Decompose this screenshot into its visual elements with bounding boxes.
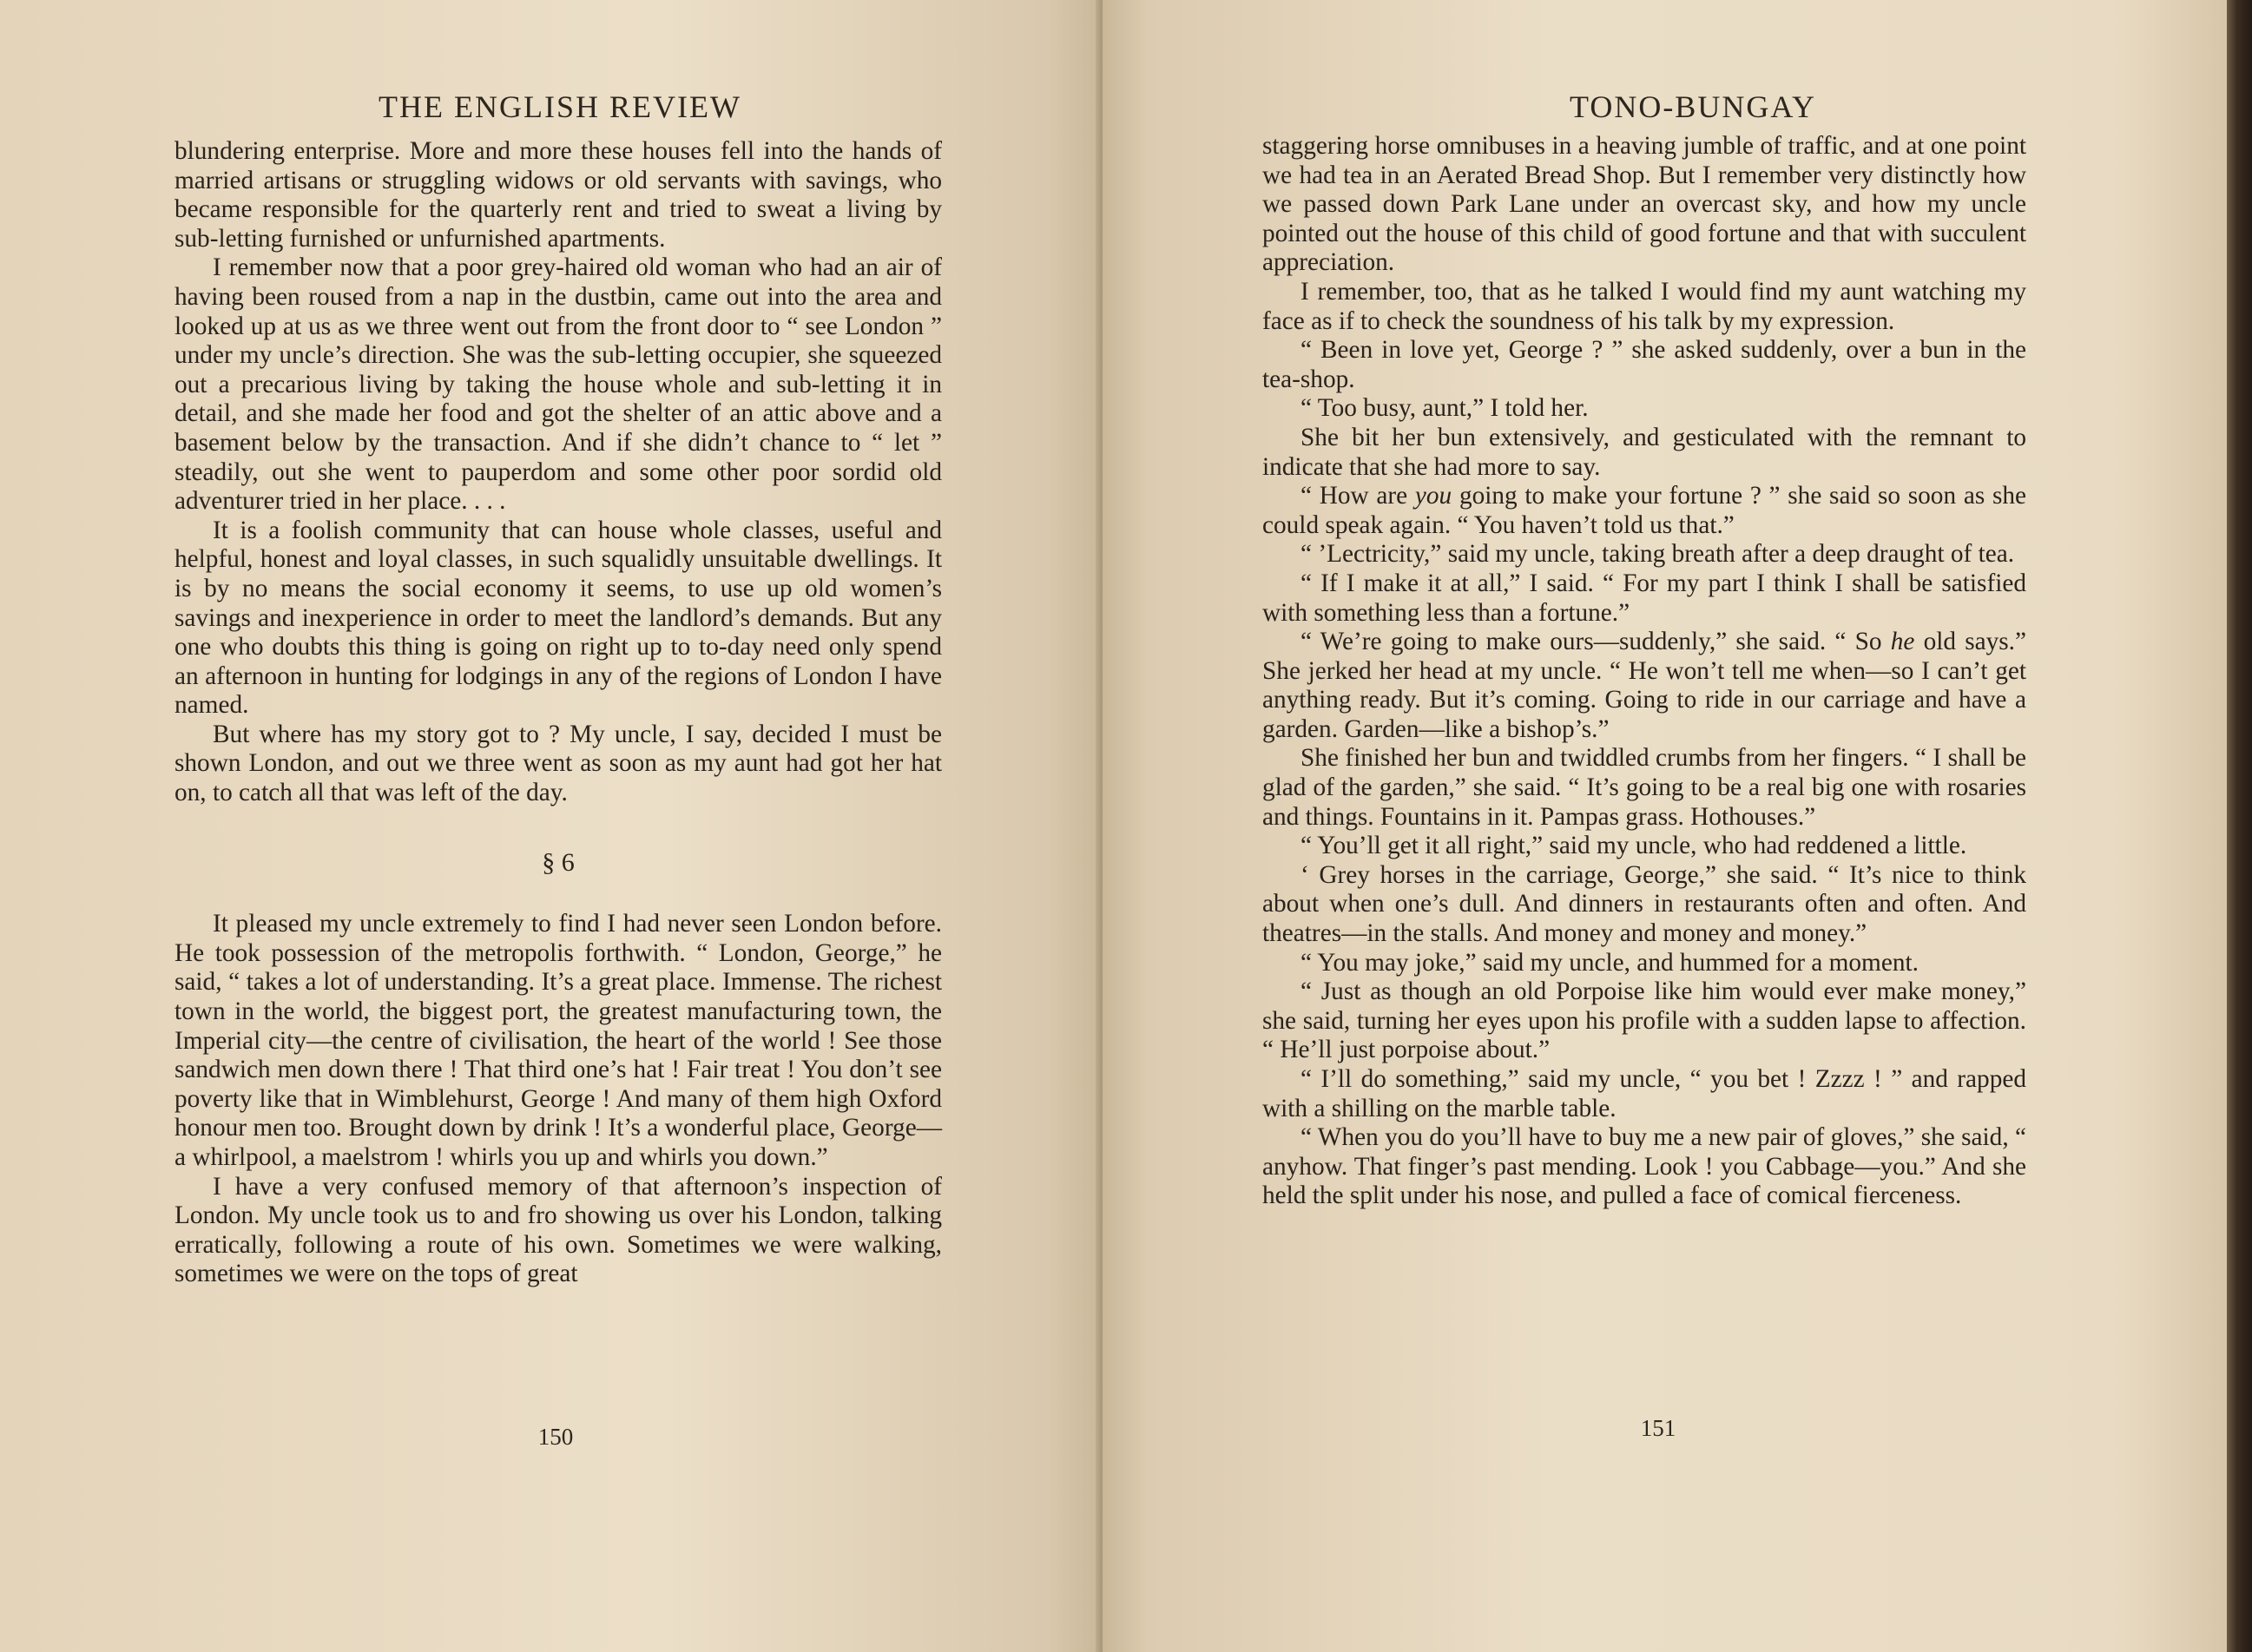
emphasis: he	[1890, 628, 1915, 656]
paragraph: blundering enterprise. More and more these houses fell into the hands of married artisans or struggling widows or old servants with savings, who became responsible for the quarterly rent and tried to sweat a living by sub-letting furnished or unfurnished apartments.	[174, 137, 942, 253]
paragraph: ‘ Grey horses in the carriage, George,” she said. “ It’s nice to think about when one’s dull. And dinners in restaurants often and often. And theatres—in the stalls. And money and money and money.”	[1262, 860, 2026, 948]
emphasis: you	[1414, 482, 1452, 510]
section-heading: § 6	[542, 847, 575, 877]
running-head-left: THE ENGLISH REVIEW	[379, 89, 741, 124]
text-run: old says.” She jerked her head at my uncle. “ He won’t tell me when—so I can’t get anything ready. But it’s coming. Going to ride in our carriage and have a garden. Garden—like a bishop’s.”	[1262, 628, 2027, 743]
book-cover-edge	[2227, 0, 2252, 1652]
paragraph: “ Just as though an old Porpoise like him would ever make money,” she said, turning her eyes upon his profile with a sudden lapse to affection. “ He’ll just porpoise about.”	[1262, 977, 2026, 1064]
paragraph: “ Too busy, aunt,” I told her.	[1300, 394, 1589, 423]
paragraph: “ You’ll get it all right,” said my uncle, who had reddened a little.	[1300, 832, 1967, 860]
paragraph: She bit her bun extensively, and gesticulated with the remnant to indicate that she had more to say.	[1262, 423, 2026, 481]
paragraph: She finished her bun and twiddled crumbs from her fingers. “ I shall be glad of the garden,” she said. “ It’s going to be a real big one with rosaries and things. Fountains in it. Pampas grass. Hothouses.”	[1262, 744, 2026, 831]
paragraph: I remember now that a poor grey-haired old woman who had an air of having been roused from a nap in the dustbin, came out into the area and looked up at us as we three went out from the front door to “ see London ” under my uncle’s direction. She was the sub-letting occupier, she squeezed out a precarious living by taking the house whole and sub-letting it in detail, and she made her food and got the shelter of an attic above and a basement below by the transaction. And if she didn’t chance to “ let ” steadily, out she went to pauperdom and some other poor sordid old adventurer tried in her place. . . .	[174, 253, 942, 516]
text-run: going to make your fortune ? ” she said so soon as she could speak again. “ You haven’t told us that.”	[1262, 482, 2026, 539]
paragraph: “ ’Lectricity,” said my uncle, taking breath after a deep draught of tea.	[1300, 540, 2015, 569]
paragraph: But where has my story got to ? My uncle, I say, decided I must be shown London, and out we three went as soon as my aunt had got her hat on, to catch all that was left of the day.	[174, 720, 942, 807]
paragraph	[1262, 628, 2026, 744]
paragraph: “ I’ll do something,” said my uncle, “ you bet ! Zzzz ! ” and rapped with a shilling on the marble table.	[1262, 1065, 2026, 1122]
text-run: “ How are	[1300, 482, 1415, 510]
page-number-left: 150	[537, 1424, 574, 1450]
paragraph: I have a very confused memory of that afternoon’s inspection of London. My uncle took us to and fro showing us over his London, talking erratically, following a route of his own. Sometimes we were walking, sometimes we were on the tops of great	[174, 1172, 942, 1288]
page-number-right: 151	[1640, 1415, 1676, 1441]
paragraph: staggering horse omnibuses in a heaving jumble of traffic, and at one point we had tea in an Aerated Bread Shop. But I remember very distinctly how we passed down Park Lane under an overcast sky, and how my uncle pointed out the house of this child of good fortune and that with succulent appreciation.	[1262, 132, 2026, 277]
paragraph: “ Been in love yet, George ? ” she asked suddenly, over a bun in the tea-shop.	[1262, 336, 2026, 393]
paragraph: I remember, too, that as he talked I would find my aunt watching my face as if to check the soundness of his talk by my expression.	[1262, 277, 2026, 335]
paragraph: It is a foolish community that can house whole classes, useful and helpful, honest and loyal classes, in such squalidly unsuitable dwellings. It is by no means the social economy it seems, to use up old women’s savings and inexperience in order to meet the landlord’s demands. But any one who doubts this thing is going on right up to to-day need only spend an afternoon in hunting for lodgings in any of the regions of London I have named.	[174, 516, 942, 720]
paragraph: “ You may joke,” said my uncle, and hummed for a moment.	[1300, 948, 1919, 977]
paragraph	[1262, 482, 2026, 540]
paragraph: It pleased my uncle extremely to find I had never seen London before. He took possession of the metropolis forthwith. “ London, George,” he said, “ takes a lot of understanding. It’s a great place. Immense. The richest town in the world, the biggest port, the greatest manufacturing town, the Imperial city—the centre of civilisation, the heart of the world ! See those sandwich men down there ! That third one’s hat ! Fair treat ! You don’t see poverty like that in Wimblehurst, George ! And many of them high Oxford honour men too. Brought down by drink ! It’s a wonderful place, George—a whirlpool, a maelstrom ! whirls you up and whirls you down.”	[174, 910, 942, 1171]
running-head-right: TONO-BUNGAY	[1569, 89, 1817, 124]
text-run: “ We’re going to make ours—suddenly,” she said. “ So	[1300, 628, 1891, 656]
left-page-text	[174, 137, 942, 1289]
right-page-text	[1262, 132, 2026, 1211]
right-page	[1103, 0, 2227, 1652]
paragraph: “ When you do you’ll have to buy me a new pair of gloves,” she said, “ anyhow. That finger’s past mending. Look ! you Cabbage—you.” And she held the split under his nose, and pulled a face of comical fierceness.	[1262, 1123, 2026, 1210]
left-page	[0, 0, 1103, 1652]
paragraph: “ If I make it at all,” I said. “ For my part I think I shall be satisfied with something less than a fortune.”	[1262, 569, 2026, 627]
